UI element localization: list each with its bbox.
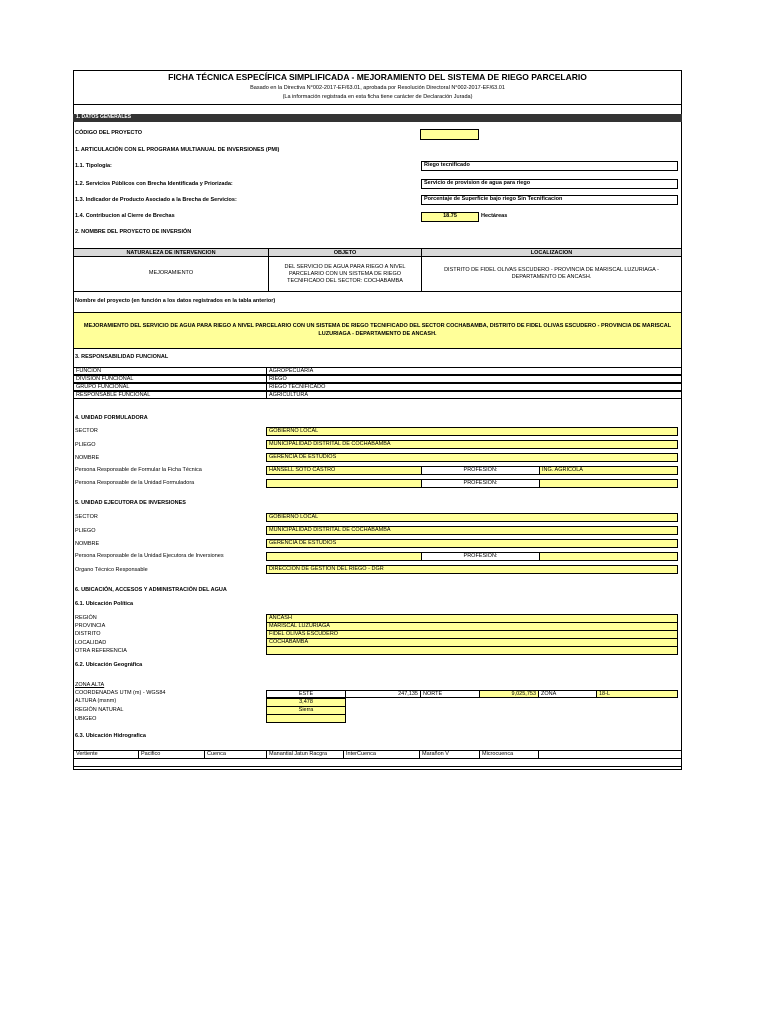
form-frame — [73, 70, 682, 770]
zona-label: ZONA — [538, 690, 597, 698]
hidro-vertiente-label: Vertiente — [73, 750, 139, 759]
uf-sector-label: SECTOR — [75, 428, 98, 434]
uf-profesion-label: PROFESION: — [421, 466, 540, 475]
section-5-title: 5. UNIDAD EJECUTORA DE INVERSIONES — [75, 500, 186, 506]
hidro-vertiente-value: Pacifico — [138, 750, 205, 759]
ue-sector-label: SECTOR — [75, 514, 98, 520]
otra-referencia-field[interactable] — [266, 646, 678, 655]
altura-value[interactable]: 3,478 — [266, 698, 346, 707]
nombre-proyecto-value[interactable]: MEJORAMIENTO DEL SERVICIO DE AGUA PARA RIEGO A NIVEL PARCELARIO CON UN SISTEMA DE RIEGO TECNIFICADO DEL SECTOR COCHABAMBA, DISTRITO DE FIDEL OLIVAS ESCUDERO - PROVINCIA DE MARISCAL LUZURIAGA - DEPARTAMENTO DE ANCASH. — [83, 323, 672, 337]
ubigeo-label: UBIGEO — [75, 716, 97, 722]
este-value[interactable]: 247,135 — [345, 690, 421, 698]
region-label: REGIÓN — [75, 615, 97, 621]
tipologia-label: 1.1. Tipología: — [75, 163, 112, 169]
ue-resp-label: Persona Responsable de la Unidad Ejecutora de Inversiones — [75, 553, 224, 559]
funcion-label: FUNCIÓN — [73, 367, 267, 375]
ubigeo-value[interactable] — [266, 714, 346, 723]
naturaleza-value: MEJORAMIENTO — [148, 270, 194, 276]
ue-profesion-field[interactable] — [539, 552, 678, 561]
contribucion-unit: Hectáreas — [481, 213, 508, 219]
uf-resp-ficha-field[interactable]: HANSELL SOTO CASTRO — [266, 466, 422, 475]
uf-pliego-label: PLIEGO — [75, 442, 96, 448]
ubicacion-geografica-title: 6.2. Ubicación Geográfica — [75, 662, 143, 668]
ue-organo-field[interactable]: DIRECCION DE GESTION DEL RIEGO - DGR — [266, 565, 678, 574]
responsable-value: AGRICULTURA — [266, 391, 682, 399]
section-2-title: 2. NOMBRE DEL PROYECTO DE INVERSIÓN — [75, 229, 192, 235]
ue-resp-field[interactable] — [266, 552, 422, 561]
altura-label: ALTURA (msnm) — [75, 698, 117, 704]
section-1-bar — [73, 114, 682, 122]
section-6-title: 6. UBICACIÓN, ACCESOS Y ADMINISTRACIÓN DEL AGUA — [75, 587, 227, 593]
uf-sector-field[interactable]: GOBIERNO LOCAL — [266, 427, 678, 436]
tipologia-field[interactable]: Riego tecnificado — [421, 161, 678, 171]
distrito-label: DISTRITO — [75, 631, 101, 637]
region-natural-value[interactable]: Sierra — [266, 706, 346, 715]
uf-nombre-field[interactable]: GERENCIA DE ESTUDIOS — [266, 453, 678, 462]
ue-sector-field[interactable]: GOBIERNO LOCAL — [266, 513, 678, 522]
este-label: ESTE — [266, 690, 346, 698]
provincia-field[interactable]: MARISCAL LUZURIAGA — [266, 622, 678, 631]
col-naturaleza: NATURALEZA DE INTERVENCION — [73, 248, 269, 257]
ubicacion-politica-title: 6.1. Ubicación Política — [75, 601, 134, 607]
uf-profesion2-label: PROFESION: — [421, 479, 540, 488]
responsable-label: RESPONSABLE FUNCIONAL — [73, 391, 267, 399]
grupo-label: GRUPO FUNCIONAL — [73, 383, 267, 391]
ue-profesion-label: PROFESION: — [421, 552, 540, 561]
ue-nombre-field[interactable]: GERENCIA DE ESTUDIOS — [266, 539, 678, 548]
page-title: FICHA TÉCNICA ESPECÍFICA SIMPLIFICADA - MEJORAMIENTO DEL SISTEMA DE RIEGO PARCELARIO — [168, 72, 587, 82]
objeto-value: DEL SERVICIO DE AGUA PARA RIEGO A NIVEL PARCELARIO CON UN SISTEMA DE RIEGO TECNIFICADO DEL SECTOR: COCHABAMBA — [284, 264, 406, 284]
uf-nombre-label: NOMBRE — [75, 455, 100, 461]
division-value: RIEGO — [266, 375, 682, 383]
region-natural-label: REGIÓN NATURAL — [75, 707, 124, 713]
section-3-title: 3. RESPONSABILIDAD FUNCIONAL — [75, 354, 169, 360]
indicador-field[interactable]: Porcentaje de Superficie bajo riego Sin Tecnificacion — [421, 195, 678, 205]
ue-pliego-field[interactable]: MUNICIPALIDAD DISTRITAL DE COCHABAMBA — [266, 526, 678, 535]
funcion-value: AGROPECUARIA — [266, 367, 682, 375]
hidro-microcuenca-label: Microcuenca — [479, 750, 539, 759]
provincia-label: PROVINCIA — [75, 623, 106, 629]
codigo-label: CÓDIGO DEL PROYECTO — [75, 130, 143, 136]
ubicacion-hidrografica-title: 6.3. Ubicación Hidrografica — [75, 733, 146, 739]
uf-profesion2-field[interactable] — [539, 479, 678, 488]
codigo-field[interactable] — [420, 129, 479, 140]
ue-nombre-label: NOMBRE — [75, 541, 100, 547]
zona-value[interactable]: 18-L — [596, 690, 678, 698]
col-localizacion: LOCALIZACION — [421, 248, 682, 257]
page-subtitle: Basado en la Directiva N°002-2017-EF/63.01, aprobada por Resolución Directoral N°002-2017-EF/63.01 — [250, 85, 505, 91]
region-field[interactable]: ANCASH — [266, 614, 678, 623]
hidro-row-2 — [73, 758, 682, 767]
section-4-title: 4. UNIDAD FORMULADORA — [75, 415, 148, 421]
hidro-cuenca-value: Manantial Jatun Racgra — [266, 750, 344, 759]
uf-profesion-field[interactable]: ING. AGRICOLA — [539, 466, 678, 475]
hidro-cuenca-label: Cuenca — [204, 750, 267, 759]
zona-alta-label: ZONA ALTA — [75, 682, 105, 688]
otra-referencia-label: OTRA REFERENCIA — [75, 648, 127, 654]
localidad-label: LOCALIDAD — [75, 640, 107, 646]
indicador-label: 1.3. Indicador de Producto Asociado a la Brecha de Servicios: — [75, 197, 237, 203]
contribucion-label: 1.4. Contribucion al Cierre de Brechas — [75, 213, 175, 219]
uf-pliego-field[interactable]: MUNICIPALIDAD DISTRITAL DE COCHABAMBA — [266, 440, 678, 449]
uf-resp-field[interactable] — [266, 479, 422, 488]
localidad-field[interactable]: COCHABAMBA — [266, 638, 678, 647]
ue-organo-label: Organo Técnico Responsable — [75, 567, 148, 573]
hidro-intercuenca-label: InterCuenca — [343, 750, 420, 759]
grupo-value: RIEGO TECNIFICADO — [266, 383, 682, 391]
coordenadas-label: COORDENADAS UTM (m) - WGS84 — [75, 690, 166, 696]
col-objeto: OBJETO — [268, 248, 422, 257]
page-note: (La información registrada en esta ficha tiene carácter de Declaración Jurada) — [282, 94, 473, 100]
nombre-proyecto-label: Nombre del proyecto (en función a los datos registrados en la tabla anterior) — [75, 298, 276, 304]
uf-resp-ficha-label: Persona Responsable de Formular la Ficha Técnica — [75, 467, 202, 473]
ue-pliego-label: PLIEGO — [75, 528, 96, 534]
division-label: DIVISIÓN FUNCIONAL — [73, 375, 267, 383]
localizacion-value: DISTRITO DE FIDEL OLIVAS ESCUDERO - PROVINCIA DE MARISCAL LUZURIAGA - DEPARTAMENTO DE ANCASH. — [444, 267, 659, 280]
section-1-title: 1. DATOS GENERALES — [76, 114, 132, 120]
servicios-label: 1.2. Servicios Públicos con Brecha Identificada y Priorizada: — [75, 181, 233, 187]
uf-resp-label: Persona Responsable de la Unidad Formuladora — [75, 480, 195, 486]
contribucion-field[interactable]: 18.75 — [421, 212, 479, 222]
articulacion-label: 1. ARTICULACIÓN CON EL PROGRAMA MULTIANUAL DE INVERSIONES (PMI) — [75, 147, 280, 153]
servicios-field[interactable]: Servicio de provision de agua para riego — [421, 179, 678, 189]
norte-label: NORTE — [420, 690, 480, 698]
distrito-field[interactable]: FIDEL OLIVAS ESCUDERO — [266, 630, 678, 639]
norte-value[interactable]: 9,025,753 — [479, 690, 539, 698]
hidro-intercuenca-value: Marañon V — [419, 750, 480, 759]
